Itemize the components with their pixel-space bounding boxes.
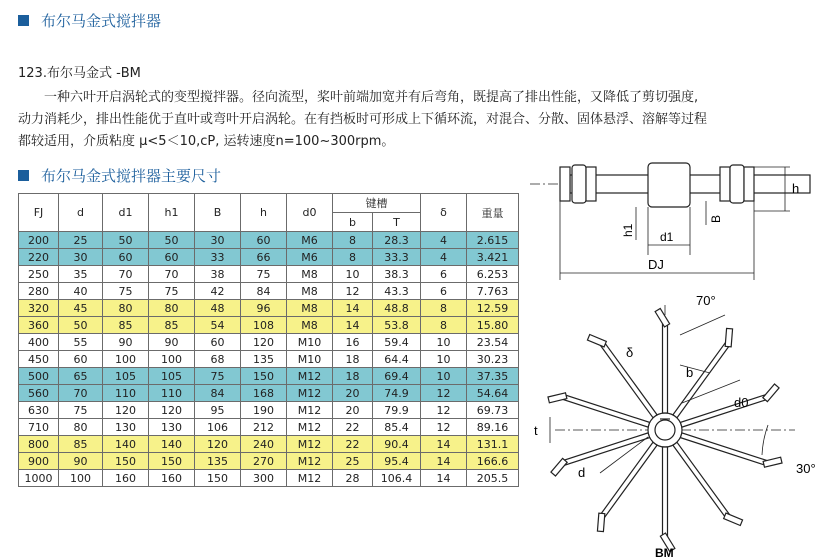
cell-delta: 12: [421, 385, 467, 402]
cell-d1: 140: [103, 436, 149, 453]
label-keyway-b: b: [686, 365, 694, 380]
cell-b: 22: [333, 436, 373, 453]
blade-arm: [599, 442, 657, 519]
blade-tip: [551, 458, 567, 476]
cell-h1: 50: [149, 232, 195, 249]
cell-delta: 14: [421, 436, 467, 453]
cell-b: 14: [333, 300, 373, 317]
table-row: [19, 385, 519, 402]
cell-d1: 60: [103, 249, 149, 266]
cell-h: 108: [241, 317, 287, 334]
cell-b: 38: [195, 266, 241, 283]
cell-w: 23.54: [467, 334, 519, 351]
cell-d0: M6: [287, 232, 333, 249]
cell-fj: 220: [19, 249, 59, 266]
cell-h1: 160: [149, 470, 195, 487]
cell-b: 95: [195, 402, 241, 419]
label-d0: d0: [734, 395, 749, 410]
blade-tip: [587, 334, 606, 346]
cell-d: 90: [59, 453, 103, 470]
cell-b: 14: [333, 317, 373, 334]
cell-b: 18: [333, 368, 373, 385]
cell-h1: 120: [149, 402, 195, 419]
cell-d: 35: [59, 266, 103, 283]
cell-d1: 70: [103, 266, 149, 283]
blade-arm: [673, 341, 731, 418]
cell-d1: 85: [103, 317, 149, 334]
cell-fj: 900: [19, 453, 59, 470]
cell-d0: M12: [287, 453, 333, 470]
cell-fj: 320: [19, 300, 59, 317]
cell-h1: 150: [149, 453, 195, 470]
cell-b: 30: [195, 232, 241, 249]
cell-d0: M10: [287, 334, 333, 351]
section-title-text: 布尔马金式搅拌器主要尺寸: [41, 167, 222, 185]
cell-w: 131.1: [467, 436, 519, 453]
label-d: d: [578, 465, 586, 480]
cell-fj: 560: [19, 385, 59, 402]
cell-t: 59.4: [373, 334, 421, 351]
cell-b: 120: [195, 436, 241, 453]
cell-fj: 250: [19, 266, 59, 283]
cell-d: 25: [59, 232, 103, 249]
agitator-diagram: [530, 155, 830, 560]
cell-t: 106.4: [373, 470, 421, 487]
cell-w: 2.615: [467, 232, 519, 249]
cell-t: 33.3: [373, 249, 421, 266]
cell-d1: 160: [103, 470, 149, 487]
cell-t: 85.4: [373, 419, 421, 436]
description-line-3: 都较适用，介质粘度 μ<5＜10,cP, 运转速度n=100~300rpm。: [18, 134, 395, 149]
blade-arm: [680, 394, 768, 427]
cell-h: 168: [241, 385, 287, 402]
cell-h1: 100: [149, 351, 195, 368]
model-label: 123.布尔马金式 -BM: [18, 66, 141, 81]
cell-d0: M8: [287, 317, 333, 334]
table-row: [19, 470, 519, 487]
cell-delta: 4: [421, 249, 467, 266]
blade-arm: [673, 442, 731, 519]
cell-t: 38.3: [373, 266, 421, 283]
table-row: [19, 402, 519, 419]
cell-h1: 60: [149, 249, 195, 266]
cell-d: 100: [59, 470, 103, 487]
cell-delta: 14: [421, 453, 467, 470]
cell-b: 84: [195, 385, 241, 402]
cell-t: 64.4: [373, 351, 421, 368]
cell-d1: 80: [103, 300, 149, 317]
table-row: [19, 283, 519, 300]
cell-delta: 4: [421, 232, 467, 249]
cell-d1: 130: [103, 419, 149, 436]
cell-fj: 800: [19, 436, 59, 453]
cell-fj: 360: [19, 317, 59, 334]
cell-delta: 6: [421, 283, 467, 300]
cell-fj: 400: [19, 334, 59, 351]
cell-d0: M12: [287, 419, 333, 436]
cell-fj: 1000: [19, 470, 59, 487]
section-title-dimensions: [18, 165, 221, 186]
description: [18, 87, 818, 153]
cell-delta: 12: [421, 419, 467, 436]
cell-b: 8: [333, 232, 373, 249]
header-keyway-b: b: [333, 213, 373, 232]
header-keyway: 键槽: [333, 194, 421, 213]
cell-w: 54.64: [467, 385, 519, 402]
cell-w: 37.35: [467, 368, 519, 385]
cell-fj: 280: [19, 283, 59, 300]
cell-d: 65: [59, 368, 103, 385]
cell-delta: 6: [421, 266, 467, 283]
cell-d: 45: [59, 300, 103, 317]
dimensions-table: [18, 193, 519, 487]
cell-w: 12.59: [467, 300, 519, 317]
cell-h1: 130: [149, 419, 195, 436]
table-row: [19, 300, 519, 317]
label-h: h: [792, 181, 800, 196]
cell-h: 84: [241, 283, 287, 300]
blade-arm: [663, 447, 668, 538]
cell-d: 60: [59, 351, 103, 368]
cell-d: 75: [59, 402, 103, 419]
header-d: d: [59, 194, 103, 232]
cell-delta: 14: [421, 470, 467, 487]
cell-d0: M8: [287, 300, 333, 317]
cell-b: 48: [195, 300, 241, 317]
cell-w: 69.73: [467, 402, 519, 419]
cell-h: 66: [241, 249, 287, 266]
cell-b: 54: [195, 317, 241, 334]
cell-b: 150: [195, 470, 241, 487]
cell-d0: M12: [287, 470, 333, 487]
table-row: [19, 266, 519, 283]
cell-d1: 120: [103, 402, 149, 419]
cell-h1: 90: [149, 334, 195, 351]
cell-delta: 8: [421, 300, 467, 317]
cell-b: 16: [333, 334, 373, 351]
top-view-drawing: [548, 305, 795, 552]
label-d1: d1: [660, 230, 674, 244]
description-line-2: 动力消耗少，排出性能优于直叶或弯叶开启涡轮。在有挡板时可形成上下循环流，对混合、分散、固体悬浮、溶解等过程: [18, 112, 708, 127]
cell-d1: 90: [103, 334, 149, 351]
section-title-agitator: [18, 10, 161, 31]
cell-t: 48.8: [373, 300, 421, 317]
cell-b: 12: [333, 283, 373, 300]
cell-fj: 710: [19, 419, 59, 436]
cell-t: 43.3: [373, 283, 421, 300]
cell-h: 75: [241, 266, 287, 283]
label-angle-70: 70°: [696, 293, 716, 308]
cell-b: 28: [333, 470, 373, 487]
blade-tip: [763, 457, 782, 467]
cell-d0: M12: [287, 436, 333, 453]
cell-h: 270: [241, 453, 287, 470]
cell-delta: 12: [421, 402, 467, 419]
cell-h: 96: [241, 300, 287, 317]
blade-tip: [597, 513, 604, 531]
blade-arm: [562, 433, 650, 466]
cell-b: 42: [195, 283, 241, 300]
header-b-width: B: [195, 194, 241, 232]
blade-tip: [548, 393, 567, 403]
table-row: [19, 249, 519, 266]
table-header-row: [19, 194, 519, 213]
cell-h1: 80: [149, 300, 195, 317]
table-row: [19, 436, 519, 453]
cell-d1: 50: [103, 232, 149, 249]
cell-d1: 75: [103, 283, 149, 300]
cell-w: 166.6: [467, 453, 519, 470]
blade-tip: [725, 328, 732, 346]
cell-delta: 10: [421, 334, 467, 351]
cell-b: 8: [333, 249, 373, 266]
cell-h1: 70: [149, 266, 195, 283]
blade-arm: [680, 433, 768, 466]
cell-d: 70: [59, 385, 103, 402]
label-t: t: [534, 423, 538, 438]
cell-b: 22: [333, 419, 373, 436]
cell-d: 55: [59, 334, 103, 351]
cell-w: 15.80: [467, 317, 519, 334]
cell-d: 80: [59, 419, 103, 436]
cell-d: 85: [59, 436, 103, 453]
cell-fj: 500: [19, 368, 59, 385]
cell-b: 75: [195, 368, 241, 385]
cell-fj: 630: [19, 402, 59, 419]
cell-d0: M12: [287, 402, 333, 419]
cell-d0: M8: [287, 283, 333, 300]
header-weight: 重量: [467, 194, 519, 232]
label-delta: δ: [626, 345, 634, 360]
cell-t: 79.9: [373, 402, 421, 419]
cell-fj: 200: [19, 232, 59, 249]
blade-arm: [562, 394, 650, 427]
description-line-1: 一种六叶开启涡轮式的变型搅拌器。径向流型，桨叶前端加宽并有后弯角，既提高了排出性能，又降低了剪切强度,: [44, 90, 699, 105]
cell-t: 95.4: [373, 453, 421, 470]
cell-b: 18: [333, 351, 373, 368]
cell-delta: 10: [421, 351, 467, 368]
cell-d0: M12: [287, 385, 333, 402]
cell-d: 30: [59, 249, 103, 266]
cell-h: 120: [241, 334, 287, 351]
header-d0: d0: [287, 194, 333, 232]
diagram-caption: BM: [655, 546, 674, 560]
cell-b: 20: [333, 385, 373, 402]
cell-h: 135: [241, 351, 287, 368]
cell-b: 10: [333, 266, 373, 283]
cell-b: 106: [195, 419, 241, 436]
cell-d: 50: [59, 317, 103, 334]
cell-d1: 100: [103, 351, 149, 368]
cell-b: 20: [333, 402, 373, 419]
section-square-icon: [18, 15, 29, 26]
cell-d0: M12: [287, 368, 333, 385]
cell-b: 68: [195, 351, 241, 368]
cell-b: 135: [195, 453, 241, 470]
label-h1: h1: [621, 223, 635, 237]
label-b: B: [709, 214, 723, 223]
cell-d1: 110: [103, 385, 149, 402]
header-h1: h1: [149, 194, 195, 232]
cell-h1: 85: [149, 317, 195, 334]
table-row: [19, 317, 519, 334]
cell-t: 74.9: [373, 385, 421, 402]
label-dj: DJ: [648, 257, 664, 272]
section-square-icon: [18, 170, 29, 181]
cell-t: 53.8: [373, 317, 421, 334]
cell-h: 150: [241, 368, 287, 385]
section-title-text: 布尔马金式搅拌器: [41, 12, 162, 30]
header-delta: δ: [421, 194, 467, 232]
cell-w: 7.763: [467, 283, 519, 300]
cell-t: 28.3: [373, 232, 421, 249]
table-row: [19, 351, 519, 368]
cell-b: 60: [195, 334, 241, 351]
cell-fj: 450: [19, 351, 59, 368]
cell-d0: M6: [287, 249, 333, 266]
cell-delta: 10: [421, 368, 467, 385]
blade-tip: [763, 384, 779, 402]
cell-d1: 105: [103, 368, 149, 385]
cell-h1: 110: [149, 385, 195, 402]
cell-h: 240: [241, 436, 287, 453]
cell-b: 25: [333, 453, 373, 470]
cell-d0: M10: [287, 351, 333, 368]
side-view-drawing: [530, 163, 810, 280]
cell-h: 190: [241, 402, 287, 419]
table-row: [19, 334, 519, 351]
cell-h1: 75: [149, 283, 195, 300]
cell-h1: 140: [149, 436, 195, 453]
table-row: [19, 453, 519, 470]
cell-w: 6.253: [467, 266, 519, 283]
blade-tip: [724, 513, 743, 525]
cell-w: 30.23: [467, 351, 519, 368]
cell-w: 89.16: [467, 419, 519, 436]
table-row: [19, 232, 519, 249]
cell-d0: M8: [287, 266, 333, 283]
blade-tip: [655, 308, 670, 326]
table-row: [19, 419, 519, 436]
cell-w: 3.421: [467, 249, 519, 266]
cell-t: 69.4: [373, 368, 421, 385]
cell-h: 300: [241, 470, 287, 487]
cell-t: 90.4: [373, 436, 421, 453]
header-fj: FJ: [19, 194, 59, 232]
table-row: [19, 368, 519, 385]
header-d1: d1: [103, 194, 149, 232]
cell-h: 212: [241, 419, 287, 436]
cell-h1: 105: [149, 368, 195, 385]
header-keyway-t: T: [373, 213, 421, 232]
cell-d: 40: [59, 283, 103, 300]
label-angle-30: 30°: [796, 461, 816, 476]
cell-h: 60: [241, 232, 287, 249]
cell-delta: 8: [421, 317, 467, 334]
header-h: h: [241, 194, 287, 232]
blade-arm: [663, 322, 668, 413]
cell-w: 205.5: [467, 470, 519, 487]
cell-d1: 150: [103, 453, 149, 470]
cell-b: 33: [195, 249, 241, 266]
